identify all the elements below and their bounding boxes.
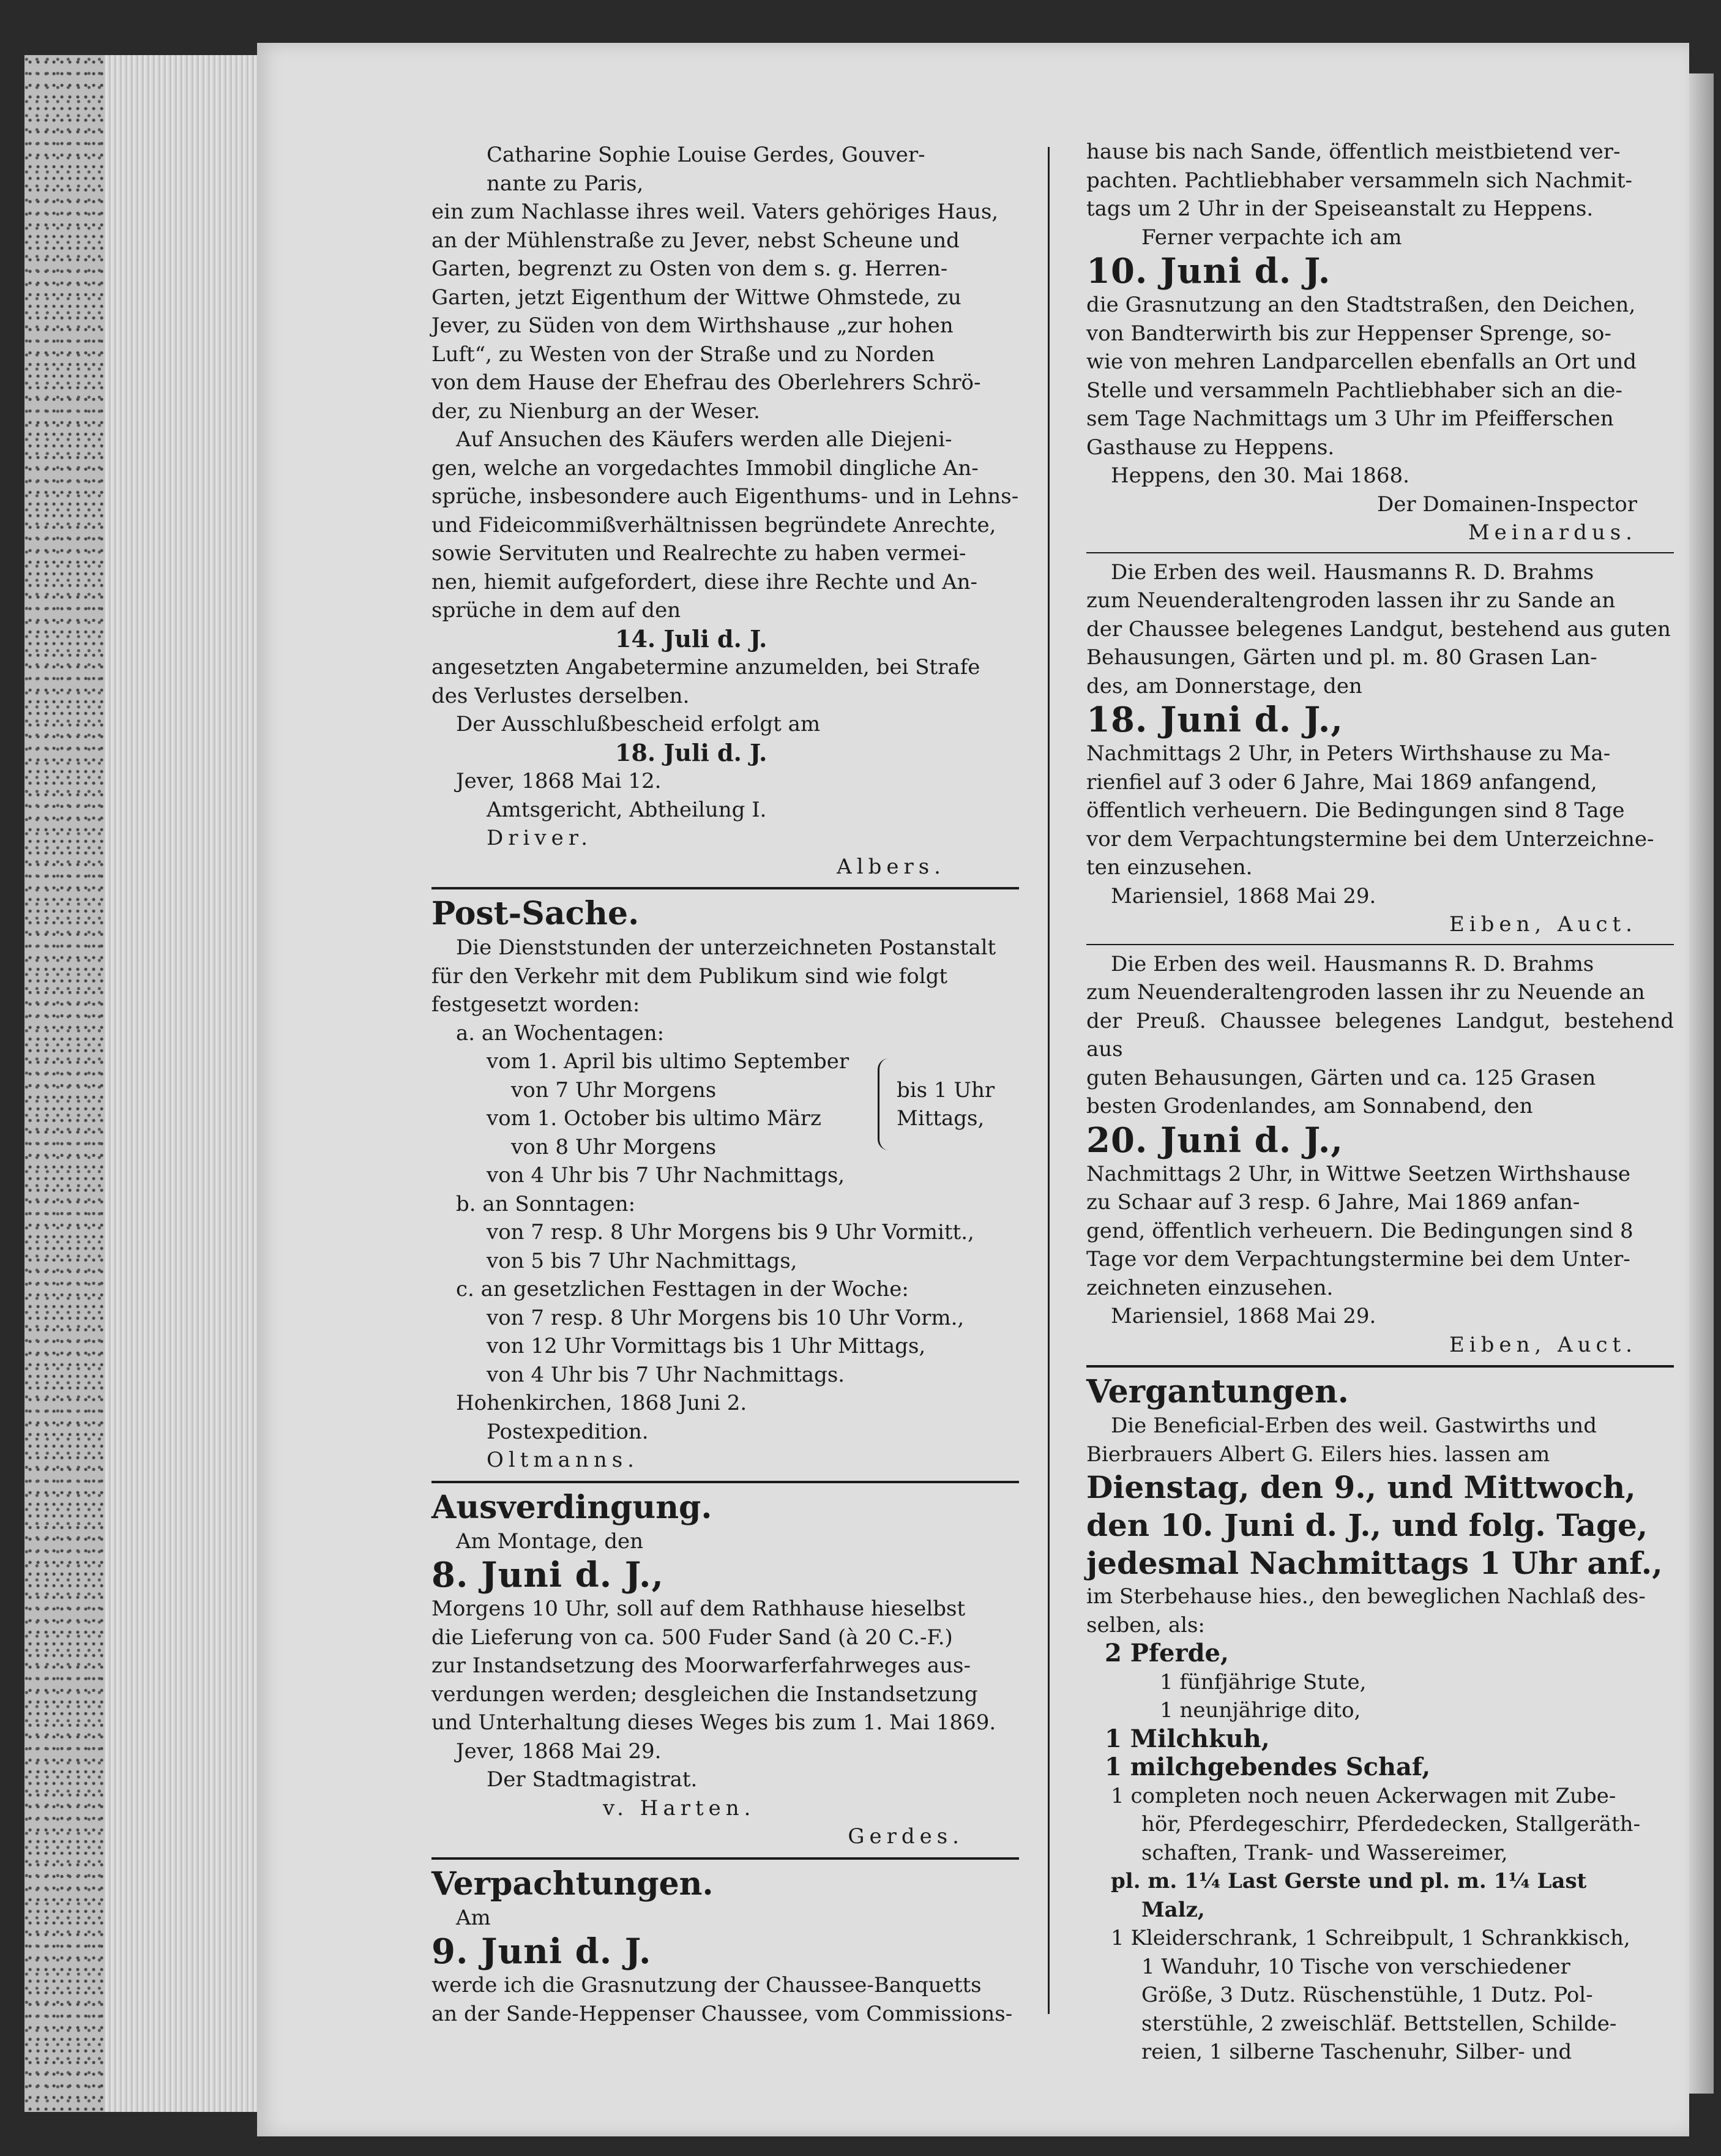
text-line: wie von mehren Landparcellen ebenfalls an Ort und [1086, 350, 1637, 374]
column-divider [1048, 147, 1050, 2014]
text-line: sprüche in dem auf den [431, 598, 681, 623]
list-item: schaften, Trank- und Wassereimer, [1141, 1840, 1508, 1865]
text-line: im Sterbehause hies., den beweglichen Nachlaß des- [1086, 1584, 1646, 1609]
list-label: a. an Wochentagen: [456, 1020, 665, 1046]
list-item: pl. m. 1¼ Last Gerste und pl. m. 1¼ Last [1111, 1869, 1587, 1893]
list-item: 1 neunjährige dito, [1160, 1698, 1361, 1723]
section-ausverdingung [431, 1488, 1019, 1851]
text-line: die Lieferung von ca. 500 Fuder Sand (à 20 C.-F.) [431, 1625, 953, 1650]
signature: Albers. [837, 854, 946, 879]
text-line: Luft“, zu Westen von der Straße und zu Norden [431, 342, 935, 367]
place-date: Jever, 1868 Mai 12. [456, 769, 662, 793]
text-line: Ferner verpachte ich am [1141, 225, 1402, 250]
text-line: von 8 Uhr Morgens [511, 1134, 717, 1159]
text-line: ein zum Nachlasse ihres weil. Vaters gehöriges Haus, [431, 200, 999, 224]
text-line: hause bis nach Sande, öffentlich meistbietend ver- [1086, 140, 1621, 164]
text-line: nen, hiemit aufgefordert, diese ihre Rechte und An- [431, 569, 978, 594]
text-line: Behausungen, Gärten und pl. m. 80 Grasen Lan- [1086, 645, 1597, 670]
office-name: Der Domainen-Inspector [1376, 492, 1637, 517]
list-item: 1 milchgebendes Schaf, [1105, 1753, 1431, 1781]
right-page-edge [1689, 73, 1714, 2094]
section-rule [431, 887, 1019, 889]
list-item: hör, Pferdegeschirr, Pferdedecken, Stallgeräth- [1141, 1812, 1641, 1836]
text-line: besten Grodenlandes, am Sonnabend, den [1086, 1094, 1533, 1118]
section-heading: Vergantungen. [1086, 1373, 1349, 1410]
list-item: reien, 1 silberne Taschenuhr, Silber- und [1141, 2040, 1572, 2064]
signature: v. Harten. [603, 1795, 756, 1821]
date-line: 18. Juni d. J., [1086, 700, 1343, 740]
list-label: c. an gesetzlichen Festtagen in der Woche: [456, 1277, 909, 1301]
text-line: von 4 Uhr bis 7 Uhr Nachmittags, [487, 1163, 845, 1188]
list-item: 1 Kleiderschrank, 1 Schreibpult, 1 Schrankkisch, [1111, 1926, 1630, 1950]
text-line: guten Behausungen, Gärten und ca. 125 Grasen [1086, 1065, 1596, 1090]
place-date: Mariensiel, 1868 Mai 29. [1111, 1304, 1376, 1328]
signature: Eiben, Auct. [1449, 912, 1637, 937]
notice-gerdes [431, 141, 1019, 881]
signature: Driver. [487, 826, 593, 850]
text-line: von 7 resp. 8 Uhr Morgens bis 9 Uhr Vormitt., [487, 1220, 974, 1245]
text-line: an der Mühlenstraße zu Jever, nebst Scheune und [431, 228, 960, 253]
text-line: Die Erben des weil. Hausmanns R. D. Brahms [1111, 951, 1594, 976]
text-line: Catharine Sophie Louise Gerdes, Gouver- [487, 143, 925, 167]
notice-rule [1086, 552, 1674, 553]
text-line: der Preuß. Chaussee belegenes Landgut, bestehend aus [1086, 1008, 1674, 1061]
section-heading: Post-Sache. [431, 895, 640, 932]
text-line: an der Sande-Heppenser Chaussee, vom Commissions- [431, 2001, 1013, 2026]
text-line: von 5 bis 7 Uhr Nachmittags, [487, 1248, 797, 1273]
text-line: Die Beneficial-Erben des weil. Gastwirths und [1111, 1413, 1597, 1438]
signature: Oltmanns. [487, 1448, 639, 1472]
list-label: b. an Sonntagen: [456, 1191, 636, 1216]
text-line: des Verlustes derselben. [431, 683, 690, 708]
text-line: Am [456, 1905, 491, 1930]
text-line: zu Schaar auf 3 resp. 6 Jahre, Mai 1869 anfan- [1086, 1190, 1580, 1215]
text-line: Am Montage, den [456, 1529, 643, 1554]
signature: Eiben, Auct. [1449, 1332, 1637, 1357]
text-line: Garten, jetzt Eigenthum der Wittwe Ohmstede, zu [431, 285, 961, 310]
text-line: Der Ausschlußbescheid erfolgt am [456, 712, 821, 736]
list-item: Größe, 3 Dutz. Rüschenstühle, 1 Dutz. Pol- [1141, 1983, 1593, 2007]
text-line: Nachmittags 2 Uhr, in Wittwe Seetzen Wirthshause [1086, 1161, 1631, 1186]
list-item: 1 fünfjährige Stute, [1160, 1669, 1367, 1694]
date-line: 14. Juli d. J. [615, 624, 767, 653]
text-line: Nachmittags 2 Uhr, in Peters Wirthshause zu Ma- [1086, 741, 1611, 766]
text-line: von 4 Uhr bis 7 Uhr Nachmittags. [487, 1362, 845, 1387]
text-line: sem Tage Nachmittags um 3 Uhr im Pfeifferschen [1086, 406, 1614, 431]
text-line: der, zu Nienburg an der Weser. [431, 399, 760, 424]
text-line: rienfiel auf 3 oder 6 Jahre, Mai 1869 anfangend, [1086, 769, 1597, 795]
big-date-line: Dienstag, den 9., und Mittwoch, [1086, 1469, 1636, 1505]
text-line: verdungen werden; desgleichen die Instandsetzung [431, 1682, 978, 1707]
left-column [431, 141, 1019, 2028]
text-line: des, am Donnerstage, den [1086, 673, 1362, 698]
section-vergantungen [1086, 1372, 1674, 2067]
text-line: Jever, zu Süden von dem Wirthshause „zur hohen [431, 313, 954, 338]
text-line: für den Verkehr mit dem Publikum sind wie folgt [431, 964, 948, 989]
text-line: von dem Hause der Ehefrau des Oberlehrers Schrö- [431, 370, 981, 395]
book-cover-edge [24, 55, 104, 2112]
text-line: zum Neuenderaltengroden lassen ihr zu Sande an [1086, 588, 1616, 613]
text-line: Morgens 10 Uhr, soll auf dem Rathhause hieselbst [431, 1596, 966, 1621]
schedule-brace-text [897, 1076, 1019, 1133]
text-line: Bierbrauers Albert G. Eilers hies. lassen am [1086, 1442, 1550, 1467]
date-line: 18. Juli d. J. [615, 738, 767, 766]
section-heading: Verpachtungen. [431, 1865, 714, 1903]
text-line: Die Dienststunden der unterzeichneten Postanstalt [456, 935, 996, 960]
text-line: gend, öffentlich verheuern. Die Bedingungen sind 8 [1086, 1218, 1633, 1243]
text-line: werde ich die Grasnutzung der Chaussee-Banquetts [431, 1973, 982, 1997]
list-item: 1 Wanduhr, 10 Tische von verschiedener [1141, 1954, 1570, 1979]
text-line: öffentlich verheuern. Die Bedingungen sind 8 Tage [1086, 798, 1625, 823]
place-date: Heppens, den 30. Mai 1868. [1111, 463, 1409, 488]
place-date: Jever, 1868 Mai 29. [456, 1739, 662, 1764]
list-item: 1 Milchkuh, [1105, 1724, 1270, 1753]
text-line: vom 1. October bis ultimo März [487, 1106, 821, 1131]
section-verpachtungen [431, 1865, 1019, 2029]
schedule-block [431, 1047, 1019, 1161]
text-line: sowie Servituten und Realrechte zu haben vermei- [431, 541, 966, 566]
office-name: Der Stadtmagistrat. [487, 1767, 698, 1792]
court-name: Amtsgericht, Abtheilung I. [487, 797, 767, 822]
text-line: zur Instandsetzung des Moorwarferfahrweges aus- [431, 1653, 971, 1678]
place-date: Mariensiel, 1868 Mai 29. [1111, 883, 1376, 908]
list-item: 1 completen noch neuen Ackerwagen mit Zube- [1111, 1783, 1616, 1808]
text-line: und Fideicommißverhältnissen begründete Anrechte, [431, 512, 996, 537]
section-rule [1086, 1365, 1674, 1368]
big-date-line: jedesmal Nachmittags 1 Uhr anf., [1086, 1545, 1663, 1581]
text-line: und Unterhaltung dieses Weges bis zum 1. Mai 1869. [431, 1710, 996, 1735]
text-line: zum Neuenderaltengroden lassen ihr zu Neuende an [1086, 980, 1645, 1005]
text-line: Tage vor dem Verpachtungstermine bei dem Unter- [1086, 1247, 1630, 1271]
text-line: von 12 Uhr Vormittags bis 1 Uhr Mittags, [487, 1334, 926, 1358]
right-column [1086, 138, 1674, 2067]
schedule-lines [431, 1047, 873, 1161]
signature: Gerdes. [848, 1824, 964, 1849]
date-line: 8. Juni d. J., [431, 1555, 664, 1595]
text-line: von Bandterwirth bis zur Heppenser Sprenge, so- [1086, 321, 1611, 346]
notice-brahms-1 [1086, 558, 1674, 939]
text-line: selben, als: [1086, 1612, 1205, 1638]
text-line: von 7 resp. 8 Uhr Morgens bis 10 Uhr Vorm., [487, 1305, 965, 1330]
text-line: die Grasnutzung an den Stadtstraßen, den Deichen, [1086, 293, 1636, 317]
date-line: 10. Juni d. J. [1086, 251, 1331, 291]
text-line: Auf Ansuchen des Käufers werden alle Diejeni- [456, 427, 952, 452]
section-rule [431, 1481, 1019, 1483]
verpachtung-continued [1086, 138, 1674, 547]
office-name: Postexpedition. [487, 1419, 649, 1444]
text-line: gen, welche an vorgedachtes Immobil dingliche An- [431, 455, 979, 481]
list-item: 2 Pferde, [1105, 1639, 1229, 1668]
text-line: ten einzusehen. [1086, 855, 1253, 880]
text-line: vor dem Verpachtungstermine bei dem Unterzeichne- [1086, 826, 1654, 852]
date-line: 20. Juni d. J., [1086, 1120, 1343, 1161]
text-line: pachten. Pachtliebhaber versammeln sich Nachmit- [1086, 168, 1633, 193]
text-line: sprüche, insbesondere auch Eigenthums- und in Lehns- [431, 484, 1019, 509]
section-post [431, 894, 1019, 1475]
list-item: sterstühle, 2 zweischläf. Bettstellen, Schilde- [1141, 2011, 1617, 2036]
date-line: 9. Juni d. J. [431, 1931, 652, 1972]
text-line: Stelle und versammeln Pachtliebhaber sich an die- [1086, 378, 1622, 403]
text-line: nante zu Paris, [487, 171, 644, 196]
text-line: zeichneten einzusehen. [1086, 1275, 1334, 1300]
text-line: Die Erben des weil. Hausmanns R. D. Brahms [1111, 560, 1594, 585]
notice-rule [1086, 944, 1674, 945]
section-rule [431, 1857, 1019, 1860]
text-line: Gasthause zu Heppens. [1086, 435, 1335, 460]
text-line: bis 1 Uhr [897, 1077, 995, 1102]
big-date-line: den 10. Juni d. J., und folg. Tage, [1086, 1507, 1648, 1543]
section-heading: Ausverdingung. [431, 1488, 712, 1526]
text-line: Mittags, [897, 1106, 985, 1131]
text-line: von 7 Uhr Morgens [511, 1077, 717, 1102]
list-item: Malz, [1141, 1897, 1205, 1922]
text-line: der Chaussee belegenes Landgut, bestehend aus guten [1086, 616, 1671, 642]
text-line: tags um 2 Uhr in der Speiseanstalt zu Heppens. [1086, 197, 1594, 221]
text-line: Garten, begrenzt zu Osten von dem s. g. Herren- [431, 256, 948, 281]
text-line: angesetzten Angabetermine anzumelden, bei Strafe [431, 655, 980, 679]
text-line: vom 1. April bis ultimo September [487, 1049, 849, 1074]
text-line: festgesetzt worden: [431, 992, 640, 1017]
notice-brahms-2 [1086, 950, 1674, 1360]
signature: Meinardus. [1468, 520, 1637, 545]
brace [878, 1058, 892, 1150]
place-date: Hohenkirchen, 1868 Juni 2. [456, 1391, 747, 1415]
